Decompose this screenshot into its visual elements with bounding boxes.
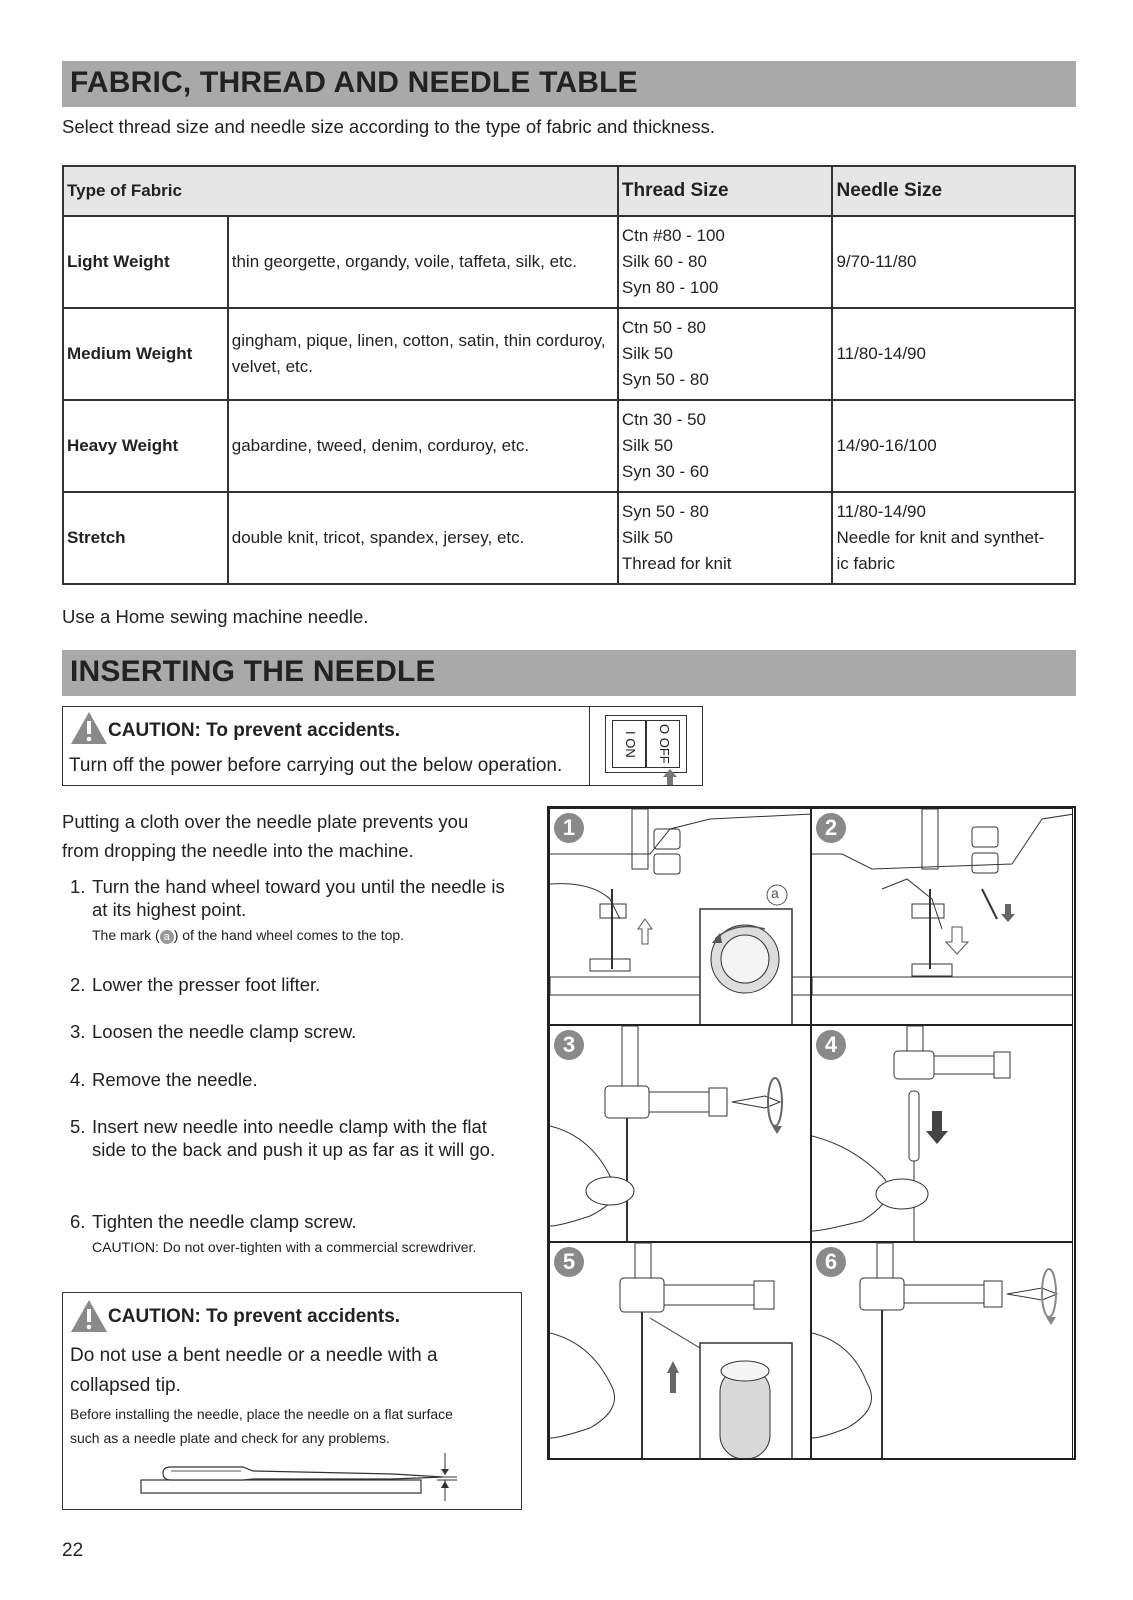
- step-badge: 4: [816, 1030, 846, 1060]
- list-item: [62, 1210, 522, 1259]
- switch-on-label: I ON: [612, 720, 646, 768]
- header-type-of-fabric: Type of Fabric: [63, 166, 618, 216]
- thread-line: Silk 60 - 80: [621, 252, 707, 271]
- needle-size: [832, 216, 1075, 308]
- thread-size: [618, 492, 833, 584]
- table-row: [63, 492, 1075, 584]
- list-item: [62, 1115, 522, 1161]
- step-number: 4.: [70, 1069, 86, 1090]
- thread-line: Syn 50 - 80: [621, 370, 709, 389]
- caution-small-text: such as a needle plate and check for any problems.: [70, 1430, 390, 1446]
- step-subnote: [62, 924, 522, 947]
- needle-size: [832, 492, 1075, 584]
- needle-size: [832, 308, 1075, 400]
- thread-line: Ctn 30 - 50: [621, 410, 706, 429]
- thread-size: [618, 216, 833, 308]
- tighten-screw-drawing: [812, 1243, 1073, 1459]
- table-header-row: [63, 166, 1075, 216]
- step-number: 1.: [70, 876, 86, 897]
- needle-steps-illustrations: [547, 806, 1076, 1460]
- caution-title: CAUTION: To prevent accidents.: [108, 720, 401, 741]
- step-text: Remove the needle.: [92, 1069, 258, 1090]
- step-number: 6.: [70, 1211, 86, 1232]
- needle-note: Use a Home sewing machine needle.: [62, 606, 369, 627]
- fabric-examples: gingham, pique, linen, cotton, satin, thin corduroy, velvet, etc.: [228, 308, 618, 400]
- step-text: Insert new needle into needle clamp with the flat side to the back and push it up as far as it will go.: [92, 1116, 496, 1160]
- thread-line: Ctn 50 - 80: [621, 318, 706, 337]
- fabric-examples: gabardine, tweed, denim, corduroy, etc.: [228, 400, 618, 492]
- thread-line: Silk 50: [621, 436, 673, 455]
- step-number: 3.: [70, 1021, 86, 1042]
- step-badge: 2: [816, 813, 846, 843]
- wheel-mark-icon: a: [160, 930, 174, 944]
- machine-handwheel-drawing: [550, 809, 811, 1025]
- table-intro: Select thread size and needle size according to the type of fabric and thickness.: [62, 116, 716, 137]
- header-needle-size: Needle Size: [832, 166, 1075, 216]
- list-item: [62, 875, 522, 947]
- thread-line: Syn 50 - 80: [621, 502, 709, 521]
- caution-small-text: Before installing the needle, place the needle on a flat surface: [70, 1406, 453, 1422]
- illustration-step-4: [811, 1025, 1073, 1242]
- warning-icon: [70, 711, 108, 745]
- thread-line: Silk 50: [621, 528, 673, 547]
- step-text: Turn the hand wheel toward you until the needle is at its highest point.: [92, 876, 505, 920]
- fabric-examples: thin georgette, organdy, voile, taffeta, silk, etc.: [228, 216, 618, 308]
- caution-box-needle: [62, 1292, 522, 1510]
- thread-line: Silk 50: [621, 344, 673, 363]
- step-badge: 6: [816, 1247, 846, 1277]
- thread-line: Thread for knit: [621, 554, 732, 573]
- section-title: FABRIC, THREAD AND NEEDLE TABLE: [70, 66, 638, 99]
- fabric-type: Heavy Weight: [63, 400, 228, 492]
- needle-line: 9/70-11/80: [836, 252, 917, 271]
- illustration-step-3: [549, 1025, 811, 1242]
- intro-line: from dropping the needle into the machine.: [62, 840, 414, 861]
- power-switch-illustration: [605, 715, 687, 773]
- table-row: [63, 308, 1075, 400]
- intro-line: Putting a cloth over the needle plate prevents you: [62, 811, 469, 832]
- caution-text: Turn off the power before carrying out the below operation.: [69, 755, 563, 776]
- insert-needle-drawing: [550, 1243, 811, 1459]
- needle-line: 11/80-14/90: [836, 344, 926, 363]
- illustration-step-6: [811, 1242, 1073, 1459]
- arrow-up-icon: [663, 769, 677, 785]
- presser-foot-lever-drawing: [812, 809, 1073, 1025]
- remove-needle-drawing: [812, 1026, 1073, 1242]
- section-header-inserting-needle: [62, 650, 1076, 696]
- thread-size: [618, 308, 833, 400]
- step-number: 2.: [70, 974, 86, 995]
- switch-off-label: O OFF: [646, 720, 680, 768]
- needle-size: [832, 400, 1075, 492]
- needle-line: Needle for knit and synthet-: [836, 528, 1045, 547]
- header-thread-size: Thread Size: [618, 166, 833, 216]
- subnote-text: The mark (: [92, 927, 160, 943]
- table-row: [63, 216, 1075, 308]
- step-text: Tighten the needle clamp screw.: [92, 1211, 357, 1232]
- caution-divider: [589, 707, 590, 785]
- loosen-screw-drawing: [550, 1026, 811, 1242]
- wheel-mark-label: a: [771, 885, 779, 901]
- caution-box-power: [62, 706, 703, 786]
- section-header-fabric-table: [62, 61, 1076, 107]
- step-text: Loosen the needle clamp screw.: [92, 1021, 357, 1042]
- step-number: 5.: [70, 1116, 86, 1137]
- page-number: 22: [62, 1540, 84, 1561]
- list-item: [62, 973, 522, 996]
- fabric-examples: double knit, tricot, spandex, jersey, etc.: [228, 492, 618, 584]
- needle-line: 14/90-16/100: [836, 436, 937, 455]
- thread-line: Syn 30 - 60: [621, 462, 709, 481]
- step-badge: 5: [554, 1247, 584, 1277]
- needle-on-plate-illustration: [133, 1453, 463, 1503]
- step-text: Lower the presser foot lifter.: [92, 974, 321, 995]
- illustration-step-5: [549, 1242, 811, 1459]
- list-item: [62, 1068, 522, 1091]
- illustration-step-1: [549, 808, 811, 1025]
- thread-line: Syn 80 - 100: [621, 278, 719, 297]
- thread-size: [618, 400, 833, 492]
- needle-line: 11/80-14/90: [836, 502, 926, 521]
- thread-line: Ctn #80 - 100: [621, 226, 725, 245]
- caution-title: CAUTION: To prevent accidents.: [108, 1306, 401, 1327]
- table-row: [63, 400, 1075, 492]
- caution-text: Do not use a bent needle or a needle with a: [70, 1345, 438, 1366]
- step-subnote: CAUTION: Do not over-tighten with a commercial screwdriver.: [92, 1239, 477, 1255]
- list-item: [62, 1020, 522, 1043]
- warning-icon: [70, 1299, 108, 1333]
- fabric-thread-needle-table: [62, 165, 1076, 585]
- fabric-type: Stretch: [63, 492, 228, 584]
- needle-line: ic fabric: [836, 554, 896, 573]
- step-badge: 1: [554, 813, 584, 843]
- section-title: INSERTING THE NEEDLE: [70, 655, 436, 688]
- fabric-type: Medium Weight: [63, 308, 228, 400]
- fabric-type: Light Weight: [63, 216, 228, 308]
- illustration-step-2: [811, 808, 1073, 1025]
- subnote-text: ) of the hand wheel comes to the top.: [173, 927, 405, 943]
- step-badge: 3: [554, 1030, 584, 1060]
- caution-text: collapsed tip.: [70, 1375, 181, 1396]
